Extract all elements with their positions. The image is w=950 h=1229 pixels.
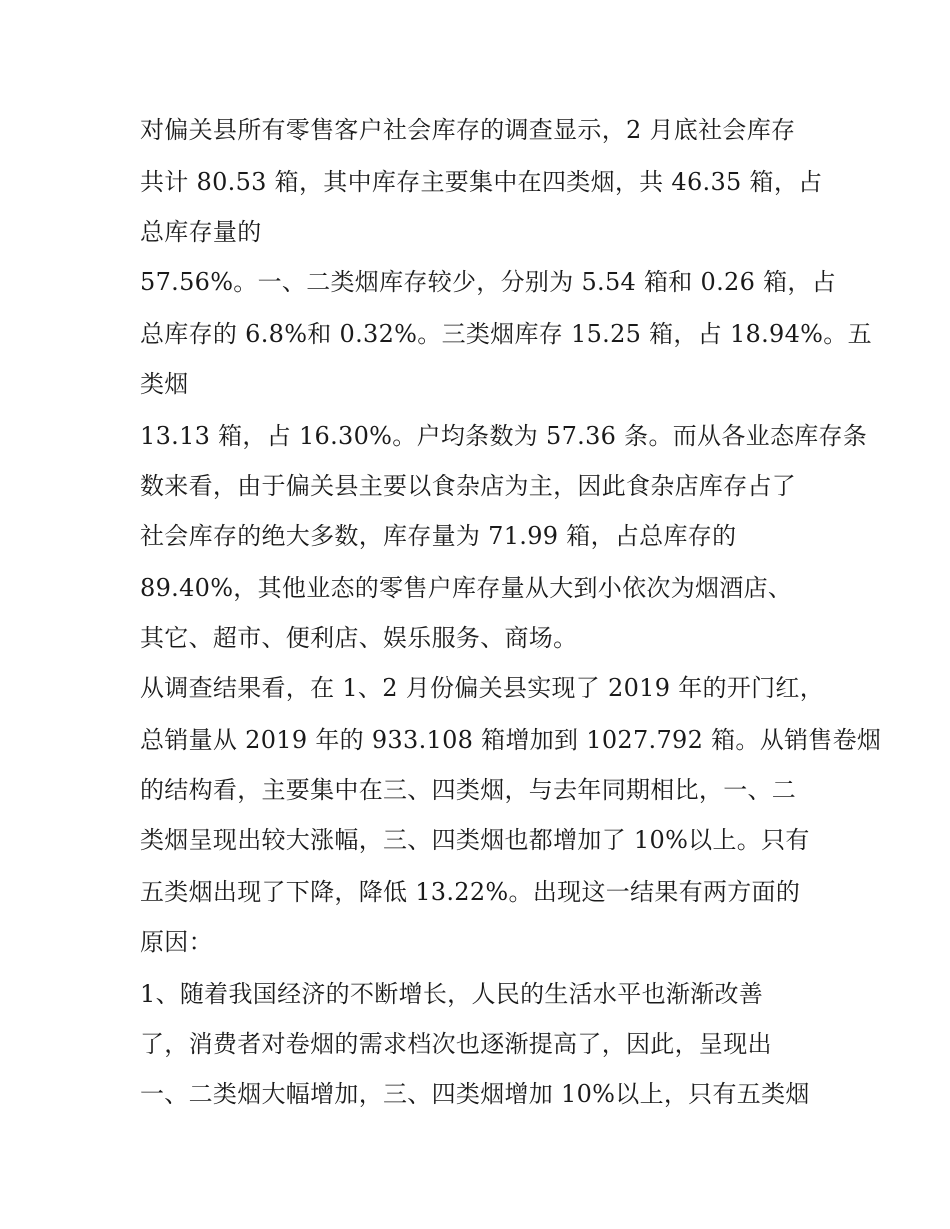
text-line: 13.13 箱，占 16.30%。户均条数为 57.36 条。而从各业态库存条 <box>140 422 868 450</box>
text-line: 总库存量的 <box>140 218 262 246</box>
text-line: 五类烟出现了下降，降低 13.22%。出现这一结果有两方面的 <box>140 878 801 906</box>
text-line: 社会库存的绝大多数，库存量为 71.99 箱，占总库存的 <box>140 522 737 550</box>
text-line: 其它、超市、便利店、娱乐服务、商场。 <box>140 624 578 652</box>
text-line: 一、二类烟大幅增加，三、四类烟增加 10%以上，只有五类烟 <box>140 1080 810 1108</box>
text-line: 数来看，由于偏关县主要以食杂店为主，因此食杂店库存占了 <box>140 472 797 500</box>
text-line: 从调查结果看，在 1、2 月份偏关县实现了 2019 年的开门红， <box>140 674 825 702</box>
text-line: 89.40%，其他业态的零售户库存量从大到小依次为烟酒店、 <box>140 574 793 602</box>
text-line: 1、随着我国经济的不断增长，人民的生活水平也渐渐改善 <box>140 980 764 1008</box>
text-line: 了，消费者对卷烟的需求档次也逐渐提高了，因此，呈现出 <box>140 1030 772 1058</box>
text-line: 原因： <box>140 928 213 956</box>
text-line: 总库存的 6.8%和 0.32%。三类烟库存 15.25 箱，占 18.94%。五 <box>140 320 872 348</box>
text-line: 的结构看，主要集中在三、四类烟，与去年同期相比，一、二 <box>140 776 797 804</box>
text-line: 类烟 <box>140 370 189 398</box>
text-line: 对偏关县所有零售客户社会库存的调查显示，2 月底社会库存 <box>140 116 796 144</box>
text-line: 57.56%。一、二类烟库存较少，分别为 5.54 箱和 0.26 箱，占 <box>140 268 837 296</box>
text-line: 类烟呈现出较大涨幅，三、四类烟也都增加了 10%以上。只有 <box>140 826 810 854</box>
text-line: 总销量从 2019 年的 933.108 箱增加到 1027.792 箱。从销售卷烟 <box>140 726 882 754</box>
text-line: 共计 80.53 箱，其中库存主要集中在四类烟，共 46.35 箱，占 <box>140 168 823 196</box>
